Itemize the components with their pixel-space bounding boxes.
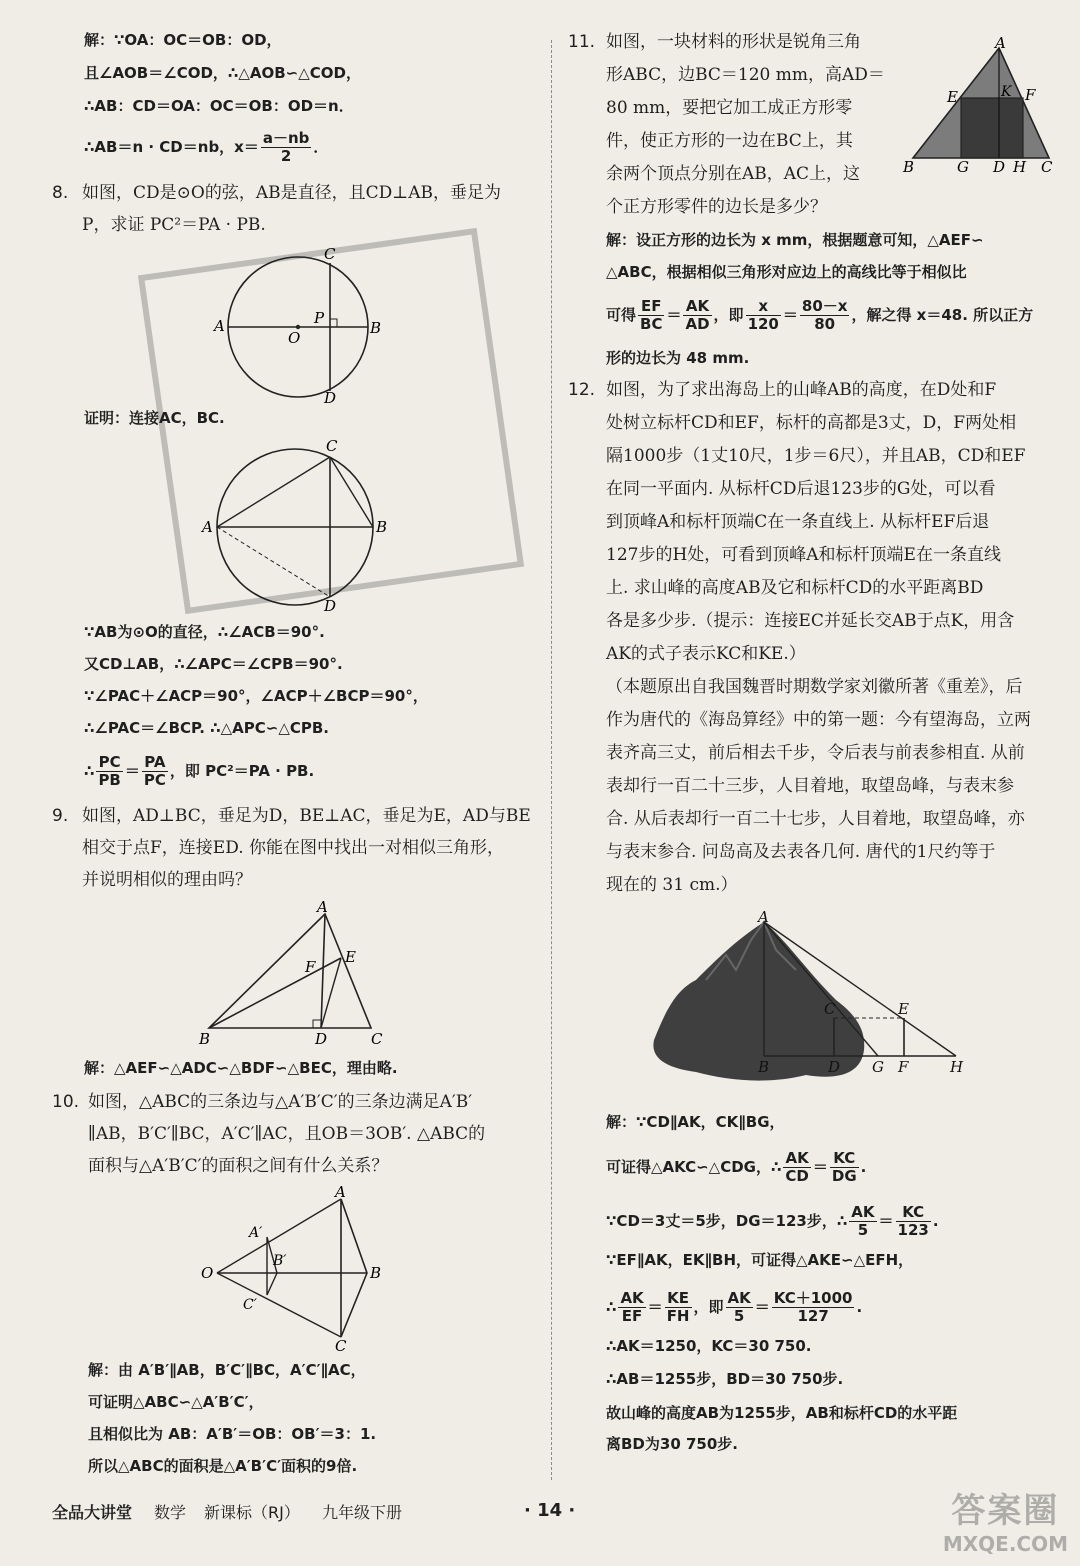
fraction-denominator: AD [685, 315, 710, 333]
fig-label: A [995, 36, 1006, 52]
fraction-numerator: x [746, 298, 781, 316]
q12-answer-line2 [606, 1150, 866, 1185]
math-text: ∵CD＝3丈＝5步，DG＝123步，∴ [606, 1212, 848, 1230]
fig-label: P [314, 309, 325, 327]
fig-label: H [950, 1058, 964, 1076]
q12-text-line4: 在同一平面内. 从标杆CD后退123步的G处，可以看 [606, 479, 996, 499]
fig-label: B [758, 1058, 770, 1076]
q9-text-line1: 如图，AD⊥BC，垂足为D，BE⊥AC，垂足为E，AD与BE [82, 806, 531, 826]
fraction [849, 1204, 876, 1239]
q12-text-line3: 隔1000步（1丈10尺，1步＝6尺），并且AB，CD和EF [606, 446, 1026, 466]
q12-answer-line6: ∴AK＝1250，KC＝30 750. [606, 1337, 812, 1355]
q10-text-line2: ∥AB，B′C′∥BC，A′C′∥AC，且OB＝3OB′. △ABC的 [88, 1124, 486, 1144]
q12-number: 12. [568, 380, 596, 400]
fig-label: F [898, 1058, 909, 1076]
fig-label: H [1013, 158, 1027, 176]
q8-step1: ∵AB为⊙O的直径，∴∠ACB＝90°. [84, 623, 325, 641]
q7-line2: 且∠AOB＝∠COD，∴△AOB∽△COD， [84, 64, 361, 82]
fraction [746, 298, 781, 333]
q12-note-line3: 表齐高三丈，前后相去千步，令后表与前表参相直. 从前 [606, 743, 1025, 763]
q11-answer-line4: 形的边长为 48 mm. [606, 349, 750, 367]
fig-label: D [315, 1030, 328, 1048]
q11-figure [901, 36, 1061, 176]
fig-label: G [872, 1058, 884, 1076]
q11-text-line5: 余两个顶点分别在AB，AC上，这 [606, 164, 861, 184]
math-text: 可证得△AKC∽△CDG，∴ [606, 1158, 782, 1176]
fig-label: F [1025, 86, 1036, 104]
q11-answer-line1: 解：设正方形的边长为 x mm，根据题意可知，△AEF∽ [606, 231, 984, 249]
q12-note-line5: 合. 从后表却行一百二十七步，人目着地，取望岛峰，亦 [606, 809, 1025, 829]
q12-note-line1: （本题原出自我国魏晋时期数学家刘徽所著《重差》，后 [606, 677, 1023, 697]
math-text: ＝ [124, 762, 140, 780]
q10-answer-line3: 且相似比为 AB：A′B′＝OB：OB′＝3：1. [88, 1425, 377, 1443]
fraction [638, 298, 664, 333]
q7-fraction [261, 130, 312, 165]
fig-label: A [317, 900, 328, 916]
fraction [830, 1150, 859, 1185]
fig-label: A [335, 1185, 346, 1201]
fraction-denominator: 127 [797, 1307, 829, 1325]
math-text: ，即 [713, 306, 744, 324]
fraction-numerator: EF [638, 298, 664, 316]
fraction-numerator: KE [665, 1290, 692, 1308]
fraction-denominator: PB [98, 771, 121, 789]
fig-label: B [370, 319, 382, 337]
fig-label: O [288, 329, 301, 347]
q10-figure [195, 1185, 405, 1355]
fraction-denominator: BC [640, 315, 663, 333]
q12-answer-line5 [606, 1290, 862, 1325]
left-column [0, 0, 548, 1500]
q9-text-line2: 相交于点F，连接ED. 你能在图中找出一对相似三角形， [82, 838, 505, 858]
q12-note-line7: 现在的 31 cm.） [606, 875, 738, 895]
q7-line1: 解：∵OA：OC＝OB：OD， [84, 31, 282, 49]
fraction [683, 298, 711, 333]
fig-label: F [305, 958, 316, 976]
right-column [556, 0, 1080, 1500]
footer-book-title: 全品大讲堂 [52, 1503, 133, 1522]
q12-text-line1: 如图，为了求出海岛上的山峰AB的高度，在D处和F [606, 380, 997, 400]
fraction-denominator: 123 [897, 1221, 929, 1239]
fig-label: B [903, 158, 915, 176]
footer-grade: 九年级下册 [322, 1503, 403, 1522]
q10-answer-line2: 可证明△ABC∽△A′B′C′， [88, 1393, 264, 1411]
q8-text-line1: 如图，CD是⊙O的弦，AB是直径，且CD⊥AB，垂足为 [82, 183, 501, 203]
q12-note-line4: 表却行一百二十三步，人目着地，取望岛峰，与表末参 [606, 776, 1014, 796]
math-text: . [932, 1212, 939, 1230]
fig-label: C [1041, 158, 1053, 176]
math-text: ＝ [782, 306, 798, 324]
site-watermark [943, 1483, 1068, 1556]
q9-figure [195, 900, 395, 1050]
fig-label: C [371, 1030, 383, 1048]
fraction [772, 1290, 855, 1325]
fraction [96, 754, 122, 789]
math-text: ，解之得 x＝48. 所以正方 [851, 306, 1034, 324]
q12-answer-line1: 解：∵CD∥AK，CK∥BG， [606, 1113, 785, 1131]
q11-text-line3: 80 mm，要把它加工成正方形零 [606, 98, 853, 118]
q8-step5 [84, 754, 314, 789]
q10-answer-line1: 解：由 A′B′∥AB，B′C′∥BC，A′C′∥AC， [88, 1361, 366, 1379]
q8-text-line2: P，求证 PC²＝PA · PB. [82, 215, 266, 235]
fraction-denominator: EF [621, 1307, 643, 1325]
q12-text-line7: 上. 求山峰的高度AB及它和标杆CD的水平距离BD [606, 578, 984, 598]
fig-label: O [201, 1264, 214, 1282]
fig-label: A [758, 910, 769, 926]
fig-label: E [947, 88, 958, 106]
q11-answer-line3 [606, 298, 1033, 333]
q12-text-line8: 各是多少步.（提示：连接EC并延长交AB于点K，用含 [606, 611, 1015, 631]
fraction-numerator: a－nb [262, 129, 310, 147]
q8-step3: ∵∠PAC＋∠ACP＝90°，∠ACP＋∠BCP＝90°， [84, 687, 428, 705]
fraction-denominator: 5 [857, 1221, 869, 1239]
math-text: . [860, 1158, 867, 1176]
fig-label: B [370, 1264, 382, 1282]
fig-label: D [993, 158, 1006, 176]
q8-step4: ∴∠PAC＝∠BCP. ∴△APC∽△CPB. [84, 719, 329, 737]
fraction-denominator: 5 [733, 1307, 745, 1325]
fraction-denominator: 2 [280, 147, 292, 165]
math-text: ，即 [693, 1298, 724, 1316]
q12-text-line6: 127步的H处，可看到顶峰A和标杆顶端E在一条直线 [606, 545, 1001, 565]
fraction [618, 1290, 645, 1325]
fraction [800, 298, 850, 333]
math-text: ＝ [878, 1212, 894, 1230]
fraction [726, 1290, 753, 1325]
fig-label: C′ [243, 1297, 257, 1313]
fig-label: B [199, 1030, 211, 1048]
q7-line4-pre: ∴AB＝n · CD＝nb，x＝ [84, 138, 259, 156]
q12-figure [646, 910, 986, 1090]
q12-answer-line9: 离BD为30 750步. [606, 1435, 738, 1453]
fraction-numerator: AK [851, 1203, 875, 1221]
fraction-numerator: KC [896, 1204, 931, 1222]
q8-proof-figure [190, 435, 400, 615]
fig-label: G [957, 158, 969, 176]
fraction [896, 1204, 931, 1239]
q7-line4 [84, 130, 328, 165]
footer-edition: 新课标（RJ） [204, 1503, 300, 1522]
fraction-denominator: PC [143, 771, 166, 789]
fraction-denominator: DG [831, 1167, 857, 1185]
q12-answer-line3 [606, 1204, 939, 1239]
q11-text-line4: 件，使正方形的一边在BC上，其 [606, 131, 853, 151]
q11-text-line6: 个正方形零件的边长是多少？ [606, 197, 827, 217]
q10-answer-line4: 所以△ABC的面积是△A′B′C′面积的9倍. [88, 1457, 358, 1475]
q11-answer-line2: △ABC，根据相似三角形对应边上的高线比等于相似比 [606, 263, 967, 281]
q8-figure [200, 245, 400, 405]
q12-answer-line4: ∵EF∥AK，EK∥BH，可证得△AKE∽△EFH， [606, 1251, 914, 1269]
fraction [142, 754, 168, 789]
fraction-denominator: 120 [747, 315, 779, 333]
footer-subject: 数学 [154, 1503, 187, 1522]
fig-label: A [202, 518, 213, 536]
q12-text-line2: 处树立标杆CD和EF，标杆的高都是3丈，D，F两处相 [606, 413, 1017, 433]
q7-line3: ∴AB：CD＝OA：OC＝OB：OD＝n． [84, 97, 354, 115]
q11-text-line2: 形ABC，边BC＝120 mm，高AD＝ [606, 65, 885, 85]
math-text: ∴ [84, 762, 95, 780]
q12-text-line9: AK的式子表示KC和KE.） [606, 644, 806, 664]
math-text: ＝ [812, 1158, 828, 1176]
fig-label: C [326, 437, 338, 455]
q10-text-line1: 如图，△ABC的三条边与△A′B′C′的三条边满足A′B′ [88, 1092, 473, 1112]
fig-label: E [898, 1000, 909, 1018]
fraction-numerator: PC [96, 754, 122, 772]
fraction-numerator: KC [830, 1150, 859, 1168]
fig-label: C [824, 1000, 836, 1018]
math-text: ∴ [606, 1298, 617, 1316]
fraction-numerator: KC＋1000 [773, 1289, 853, 1307]
q9-text-line3: 并说明相似的理由吗？ [82, 870, 252, 890]
q10-number: 10. [52, 1092, 80, 1112]
fig-label: C [324, 245, 336, 263]
math-text: ＝ [666, 306, 682, 324]
fraction-numerator: PA [142, 754, 168, 772]
q9-number: 9. [52, 806, 69, 826]
q7-line4-post: ． [313, 138, 329, 156]
fraction-denominator: CD [785, 1167, 809, 1185]
fraction-numerator: 80－x [801, 297, 848, 315]
fraction-numerator: AK [783, 1150, 810, 1168]
q11-number: 11. [568, 32, 596, 52]
column-divider [551, 40, 552, 1480]
fraction [783, 1150, 810, 1185]
q8-step2: 又CD⊥AB，∴∠APC＝∠CPB＝90°. [84, 655, 343, 673]
fig-label: D [324, 389, 337, 405]
fig-label: C [335, 1337, 347, 1355]
math-text: . [856, 1298, 863, 1316]
q11-text-line1: 如图，一块材料的形状是锐角三角 [606, 32, 861, 52]
fig-label: A [214, 317, 225, 335]
fig-label: E [345, 948, 356, 966]
q12-note-line6: 与表末参合. 问岛高及去表各几何. 唐代的1尺约等于 [606, 842, 996, 862]
page-number: · 14 · [524, 1500, 576, 1521]
q8-number: 8. [52, 183, 69, 203]
q9-answer: 解：△AEF∽△ADC∽△BDF∽△BEC，理由略. [84, 1059, 398, 1077]
fig-label: A′ [249, 1225, 263, 1241]
watermark-title: 答案圈 [951, 1491, 1060, 1531]
fig-label: B [376, 518, 388, 536]
fraction [665, 1290, 692, 1325]
q12-answer-line8: 故山峰的高度AB为1255步，AB和标杆CD的水平距 [606, 1404, 958, 1422]
fig-label: D [324, 597, 337, 615]
q12-text-line5: 到顶峰A和标杆顶端C在一条直线上. 从标杆EF后退 [606, 512, 990, 532]
math-text: ＝ [647, 1298, 663, 1316]
fraction-numerator: AK [683, 298, 711, 316]
math-text: ＝ [754, 1298, 770, 1316]
q12-note-line2: 作为唐代的《海岛算经》中的第一题：今有望海岛，立两 [606, 710, 1031, 730]
q12-answer-line7: ∴AB＝1255步，BD＝30 750步. [606, 1370, 844, 1388]
fraction-denominator: 80 [814, 315, 836, 333]
q8-proof-label: 证明：连接AC，BC. [84, 409, 225, 427]
q10-text-line3: 面积与△A′B′C′的面积之间有什么关系？ [88, 1156, 389, 1176]
math-text: 可得 [606, 306, 637, 324]
fraction-numerator: AK [620, 1289, 644, 1307]
fraction-denominator: FH [666, 1307, 690, 1325]
fig-label: K [1001, 84, 1012, 100]
watermark-url: MXQE.COM [942, 1532, 1068, 1556]
math-text: ，即 PC²＝PA · PB. [169, 762, 315, 780]
fraction-numerator: AK [727, 1289, 751, 1307]
fig-label: D [828, 1058, 841, 1076]
fig-label: B′ [273, 1253, 287, 1269]
